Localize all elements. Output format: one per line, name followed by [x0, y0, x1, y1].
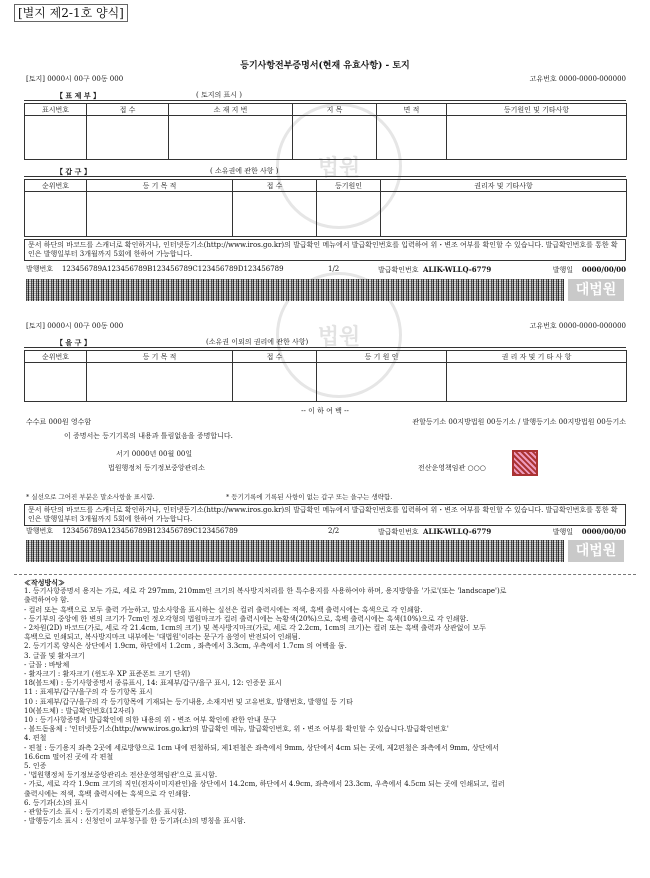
instruction-line: - 활자크기 : 활자크기 (윈도우 XP 표준폰트 크기 단위) — [24, 670, 191, 679]
table-header: 등 기 목 적 — [87, 351, 233, 363]
instruction-line: 5. 인증 — [24, 762, 47, 771]
issue-date — [553, 527, 626, 537]
instruction-line: - 글꼴 : 바탕체 — [24, 660, 70, 669]
pyo-table — [24, 103, 627, 160]
instruction-line: 출력시에는 적색, 흑백 출력시에는 흑색으로 각 인쇄함. — [24, 789, 191, 798]
issue-number-value: 123456789A123456789B123456789C123456789D123456789 — [61, 265, 284, 273]
instructions-title: ≪작성방식≫ — [24, 578, 66, 587]
unique-number: 고유번호 0000-0000-000000 — [529, 75, 626, 83]
2d-barcode — [26, 279, 564, 301]
instruction-line: - 발행등기소 표시 : 신청인이 교부청구를 한 등기과(소)의 명칭을 표시함. — [24, 817, 246, 826]
anti-copy-mark: 대법원 — [568, 540, 624, 562]
instruction-line: - 볼드돋움체 : '인터넷등기소(http://www.iros.go.kr)의 발급확인 메뉴, 발급확인번호, 위・변조 여부를 확인할 수 있습니다.발급확인번호' — [24, 725, 449, 734]
issue-number — [26, 527, 238, 536]
table-header: 순위번호 — [25, 351, 87, 363]
land-reference: [토지] 0000시 00구 00동 000 — [26, 75, 124, 83]
issue-number-label: 발행번호 — [26, 265, 54, 273]
instruction-line: - 2차원(2D) 바코드(가로, 세로 각 21.4cm, 1cm의 크기) 및 복사방지마크(가로, 세로 각 2.2cm, 1cm의 크기)는 컬러 또는 흑백 출력과 상관없이 모두 — [24, 624, 487, 633]
omission-note: * 등기기록에 기록된 사항이 없는 갑구 또는 을구는 생략함. — [226, 493, 393, 501]
instruction-line: 4. 편철 — [24, 734, 47, 743]
pyo-section-subtitle: ( 토지의 표시 ) — [196, 91, 242, 99]
officer-name: 전산운영책임관 ○○○ — [418, 464, 486, 472]
instruction-line: 10 : 표제부/갑구/을구의 각 등기항목에 기재되는 등기내용, 소재지번 및 고유번호, 발행번호, 발행일 등 기타 — [24, 697, 353, 706]
gap-table — [24, 179, 627, 237]
form-number-label: [별지 제2-1호 양식] — [14, 4, 128, 22]
instruction-line: - 가로, 세로 각각 1.9cm 크기의 직인(전자이미지관인)을 상단에서 14.2cm, 하단에서 4.9cm, 좌측에서 23.3cm, 우측에서 4.5cm 되는 곳에 인쇄되고, 컬러 — [24, 780, 505, 789]
page-number: 2/2 — [328, 527, 340, 535]
confirm-number — [378, 265, 491, 275]
issue-number — [26, 265, 284, 274]
issue-date-label: 발행일 — [552, 528, 574, 536]
confirm-number-label: 발급확인번호 — [378, 266, 419, 274]
table-header: 권 리 자 및 기 타 사 항 — [447, 351, 627, 363]
official-seal-stamp — [512, 450, 538, 476]
instruction-line: - 관할등기소 표시 : 등기기록의 관할등기소를 표시함. — [24, 808, 187, 817]
table-header: 접 수 — [233, 180, 317, 192]
issue-date-label: 발행일 — [552, 266, 574, 274]
instruction-line: 6. 등기과(소)의 표시 — [24, 798, 88, 807]
table-header: 접 수 — [87, 104, 169, 116]
court-seal-watermark: 법원 — [276, 272, 402, 398]
anti-copy-mark: 대법원 — [568, 279, 624, 301]
confirm-number-value: ALIK-WLLQ-6779 — [423, 265, 492, 274]
registry-office: 관할등기소 00지방법원 00등기소 / 발행등기소 00지방법원 00등기소 — [412, 418, 626, 426]
land-reference: [토지] 0000시 00구 00동 000 — [26, 322, 124, 330]
issue-date — [553, 265, 626, 275]
gap-section-subtitle: ( 소유권에 관한 사항 ) — [210, 167, 279, 175]
instruction-line: - 컬러 또는 흑백으로 모두 출력 가능하고, 말소사항을 표시하는 실선은 컬러 출력시에는 적색, 흑백 출력시에는 흑색으로 각 인쇄함. — [24, 605, 423, 614]
instruction-line: 1. 등기사항증명서 용지는 가로, 세로 각 297mm, 210mm인 크기의 복사방지처리를 한 특수용지를 사용하여야 하며, 용지방향을 '가로'(또는 'landscape')로 — [24, 587, 507, 596]
table-header: 접 수 — [233, 351, 317, 363]
instruction-line: 10(볼드체) : 발급확인번호(12자리) — [24, 706, 134, 715]
issue-date-value: 0000/00/00 — [581, 527, 626, 536]
instruction-line: 2. 등기기록 양식은 상단에서 1.9cm, 하단에서 1.2cm , 좌측에서 3.3cm, 우측에서 1.7cm 의 여백을 둠. — [24, 642, 347, 651]
eul-table — [24, 350, 627, 402]
writing-instructions — [24, 578, 630, 826]
instruction-line: 3. 글꼴 및 활자크기 — [24, 651, 85, 660]
instruction-line: - 편철 : 등기용지 좌측 2곳에 세로방향으로 1cm 내에 편철하되, 제1편철은 좌측에서 9mm, 상단에서 4cm 되는 곳에, 제2편철은 좌측에서 9mm, 상단에서 — [24, 743, 500, 752]
verification-notice: 문서 하단의 바코드를 스캐너로 확인하거나, 인터넷등기소(http://www.iros.go.kr)의 발급확인 메뉴에서 발급확인번호를 입력하여 위・변조 여부를 확인할 수 있습니다. 발급확인번호를 통한 확인은 발행일부터 3개월까지 5회에 한하여 가능합니다. — [24, 239, 626, 261]
strike-note: * 실선으로 그어진 부분은 말소사항을 표시함. — [26, 493, 155, 501]
pyo-section-header: 【 표 제 부 】 — [56, 91, 101, 100]
table-header: 순위번호 — [25, 180, 87, 192]
instruction-line: 흑백으로 인쇄되고, 복사방지마크 내부에는 '대법원'이라는 문구가 음영이 반전되어 인쇄됨. — [24, 633, 301, 642]
table-header: 지 목 — [293, 104, 377, 116]
end-of-record-mark: -- 이 하 여 백 -- — [301, 407, 349, 415]
eul-section-header: 【 을 구 】 — [56, 338, 91, 347]
instruction-line: 16.6cm 떨어진 곳에 각 편철 — [24, 752, 114, 761]
eul-section-subtitle: (소유권 이외의 권리에 관한 사항) — [206, 338, 309, 346]
issuer-name: 법원행정처 등기정보중앙관리소 — [108, 464, 205, 472]
confirm-number-label: 발급확인번호 — [378, 528, 419, 536]
court-seal-watermark: 법원 — [276, 103, 402, 229]
table-header: 등기원인 및 기타사항 — [447, 104, 627, 116]
certification-date: 서기 0000년 00월 00일 — [116, 450, 193, 458]
fee-receipt: 수수료 000원 영수함 — [26, 418, 92, 426]
document-title: 등기사항전부증명서(현재 유효사항) - 토지 — [240, 61, 410, 71]
instruction-line: - '법원행정처 등기정보중앙관리소 전산운영책임관'으로 표시함. — [24, 771, 218, 780]
gap-section-header: 【 갑 구 】 — [56, 167, 91, 176]
issue-date-value: 0000/00/00 — [581, 265, 626, 274]
instruction-line: 출력하여야 함. — [24, 596, 70, 605]
instruction-line: 10 : 등기사항증명서 발급확인에 의한 내용의 위・변조 여부 확인에 관한 안내 문구 — [24, 716, 277, 725]
table-header: 권리자 및 기타사항 — [381, 180, 627, 192]
page-number: 1/2 — [328, 265, 340, 273]
table-header: 표시번호 — [25, 104, 87, 116]
table-header: 등기원인 — [317, 180, 381, 192]
table-header: 소 재 지 번 — [169, 104, 293, 116]
issue-number-label: 발행번호 — [26, 527, 54, 535]
verification-notice: 문서 하단의 바코드를 스캐너로 확인하거나, 인터넷등기소(http://www.iros.go.kr)의 발급확인 메뉴에서 발급확인번호를 입력하여 위・변조 여부를 확인할 수 있습니다. 발급확인번호를 통한 확인은 발행일부터 3개월까지 5회에 한하여 가능합니다. — [24, 504, 626, 526]
2d-barcode — [26, 540, 564, 562]
unique-number: 고유번호 0000-0000-000000 — [529, 322, 626, 330]
confirm-number-value: ALIK-WLLQ-6779 — [423, 527, 492, 536]
table-header: 등 기 원 인 — [317, 351, 447, 363]
instruction-line: 11 : 표제부/갑구/을구의 각 등기항목 표시 — [24, 688, 153, 697]
table-header: 면 적 — [377, 104, 447, 116]
confirm-number — [378, 527, 491, 537]
issue-number-value: 123456789A123456789B123456789C123456789 — [61, 527, 238, 535]
instruction-line: 18(볼드체) : 등기사항증명서 종류표시, 14: 표제부/갑구/을구 표시, 12: 인증문 표시 — [24, 679, 282, 688]
instruction-line: - 등기부의 중앙에 한 변의 크기가 7cm인 정오각형의 법원마크가 컬러 출력시에는 녹황색(20%)으로, 흑백 출력시에는 흑색(10%)으로 각 인쇄함. — [24, 614, 469, 623]
table-header: 등 기 목 적 — [87, 180, 233, 192]
certification-statement: 이 증명서는 등기기록의 내용과 틀림없음을 증명합니다. — [64, 432, 233, 440]
